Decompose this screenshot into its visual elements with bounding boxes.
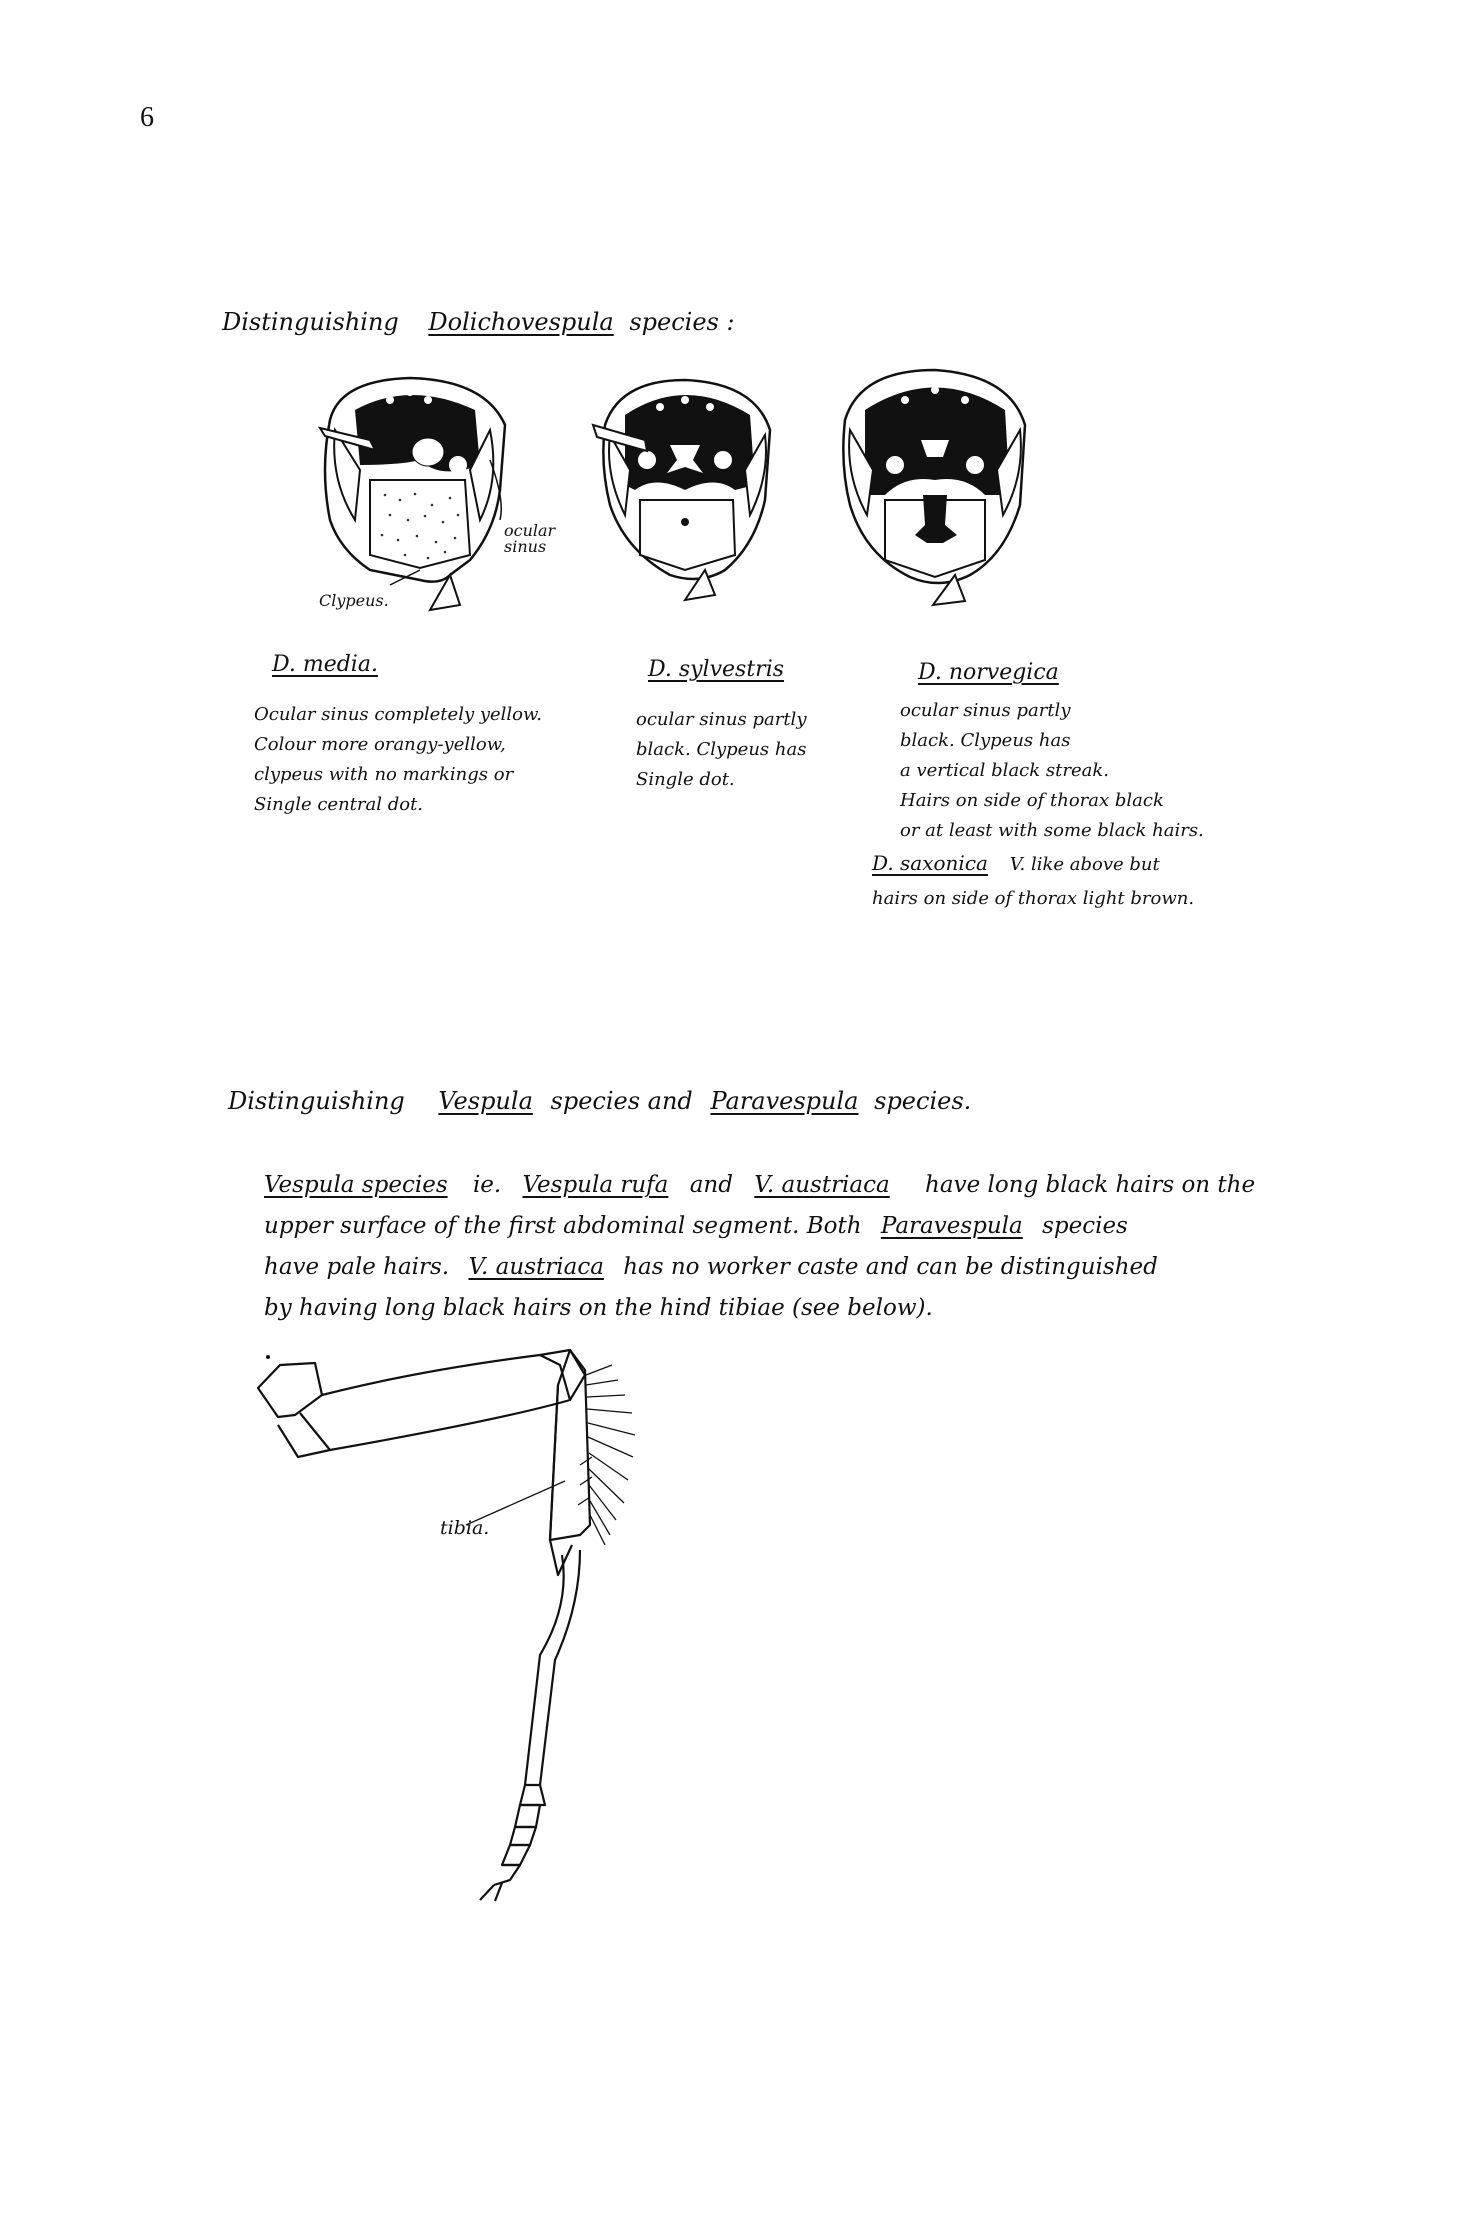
species-notes-d-sylvestris: ocular sinus partly black. Clypeus has Single dot. — [636, 709, 807, 790]
head-drawing-d-norvegica — [825, 365, 1045, 610]
species-name-d-norvegica: D. norvegica — [918, 660, 1059, 685]
genus-dolichovespula: Dolichovespula — [428, 308, 614, 336]
label-ocular-sinus: ocular sinus — [504, 521, 556, 556]
species-notes-d-norvegica: ocular sinus partly black. Clypeus has a vertical black streak. Hairs on side of thorax black or at least with some black hairs. — [900, 700, 1204, 841]
page-number: 6 — [140, 102, 154, 133]
hind-leg-drawing — [240, 1345, 680, 2225]
section-heading-dolichovespula: Distinguishing Dolichovespula species : — [222, 308, 735, 336]
genus-vespula: Vespula — [438, 1087, 533, 1115]
species-notes-d-saxonica: D. saxonica V. like above but hairs on side of thorax light brown. — [872, 851, 1195, 909]
species-name-d-sylvestris: D. sylvestris — [648, 657, 785, 682]
vespula-paragraph: Vespula species ie. Vespula rufa and V. austriaca have long black hairs on the upper surface of the first abdominal segment. Both Paravespula species have pale hairs. V. austriaca has no worker caste and can be distinguished by having long black hairs on the hind tibiae (see below). — [264, 1172, 1256, 1321]
species-notes-d-media: Ocular sinus completely yellow. Colour more orangy-yellow, clypeus with no markings or Single central dot. — [254, 704, 542, 815]
species-name-d-media: D. media. — [272, 652, 378, 677]
species-name-d-saxonica: D. saxonica — [872, 851, 988, 875]
label-clypeus: Clypeus. — [319, 591, 389, 610]
head-drawing-d-sylvestris — [585, 375, 785, 605]
head-drawing-d-media — [300, 370, 540, 620]
section-heading-vespula: Distinguishing Vespula species and Paravespula species. — [228, 1087, 972, 1115]
genus-paravespula: Paravespula — [710, 1087, 859, 1115]
label-tibia: tibia. — [440, 1517, 490, 1539]
